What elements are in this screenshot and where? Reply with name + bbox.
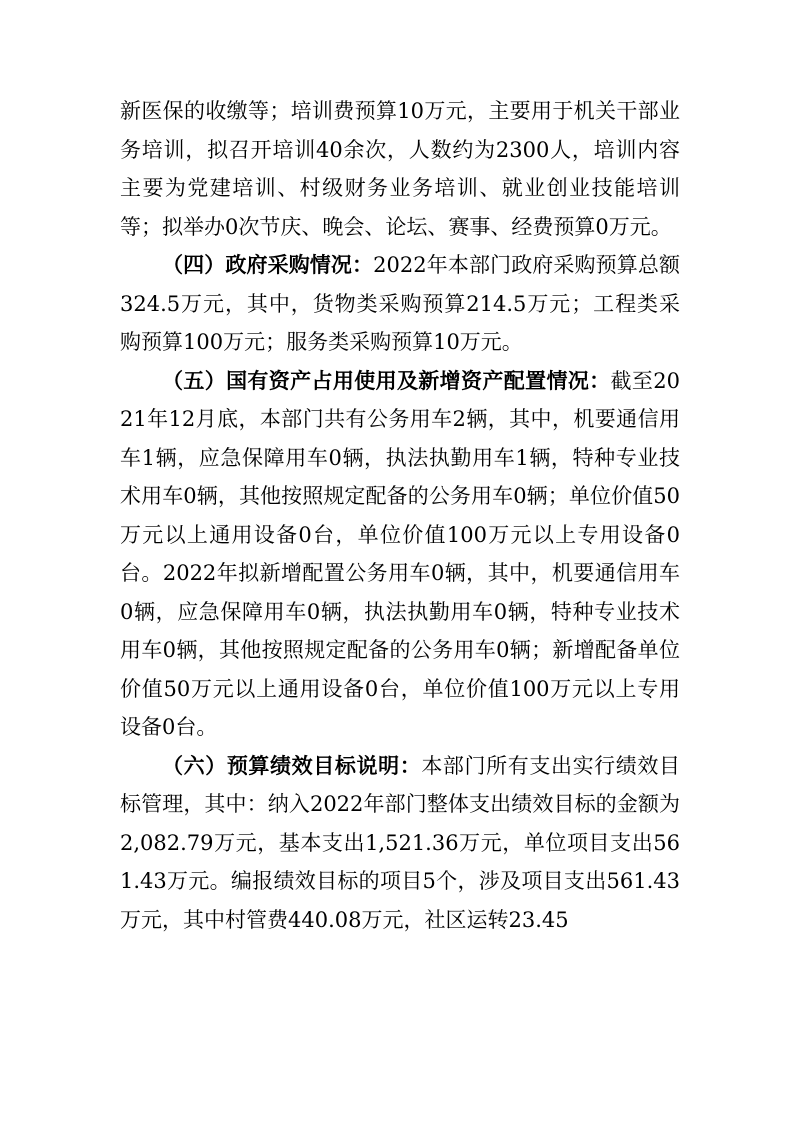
section-heading-procurement: （四）政府采购情况： bbox=[162, 253, 374, 277]
section-heading-assets: （五）国有资产占用使用及新增资产配置情况： bbox=[162, 368, 611, 393]
paragraph-performance-goals bbox=[120, 747, 680, 940]
paragraph-text: 新医保的收缴等；培训费预算10万元，主要用于机关干部业务培训，拟召开培训40余次，人数约为2300人，培训内容主要为党建培训、村级财务业务培训、就业创业技能培训等；拟举办0次节庆、晚会、论坛、赛事、经费预算0万元。 bbox=[120, 99, 680, 239]
paragraph-training-budget bbox=[120, 92, 680, 246]
paragraph-text: 截至2021年12月底，本部门共有公务用车2辆，其中，机要通信用车1辆，应急保障用车0辆，执法执勤用车1辆，特种专业技术用车0辆，其他按照规定配备的公务用车0辆；单位价值50万元以上通用设备0台，单位价值100万元以上专用设备0台。2022年拟新增配置公务用车0辆，其中，机要通信用车0辆，应急保障用车0辆，执法执勤用车0辆，特种专业技术用车0辆，其他按照规定配备的公务用车0辆；新增配备单位价值50万元以上通用设备0台，单位价值100万元以上专用设备0台。 bbox=[120, 368, 680, 739]
section-heading-performance: （六）预算绩效目标说明： bbox=[162, 753, 422, 778]
paragraph-text: 2022年本部门政府采购预算总额324.5万元，其中，货物类采购预算214.5万元；工程类采购预算100万元；服务类采购预算10万元。 bbox=[120, 253, 681, 354]
paragraph-state-assets bbox=[120, 362, 680, 747]
document-body bbox=[120, 92, 680, 939]
paragraph-government-procurement bbox=[120, 246, 680, 362]
paragraph-text: 本部门所有支出实行绩效目标管理，其中：纳入2022年部门整体支出绩效目标的金额为2,082.79万元，基本支出1,521.36万元，单位项目支出561.43万元。编报绩效目标的项目5个，涉及项目支出561.43万元，其中村管费440.08万元，社区运转23.45 bbox=[120, 753, 681, 932]
